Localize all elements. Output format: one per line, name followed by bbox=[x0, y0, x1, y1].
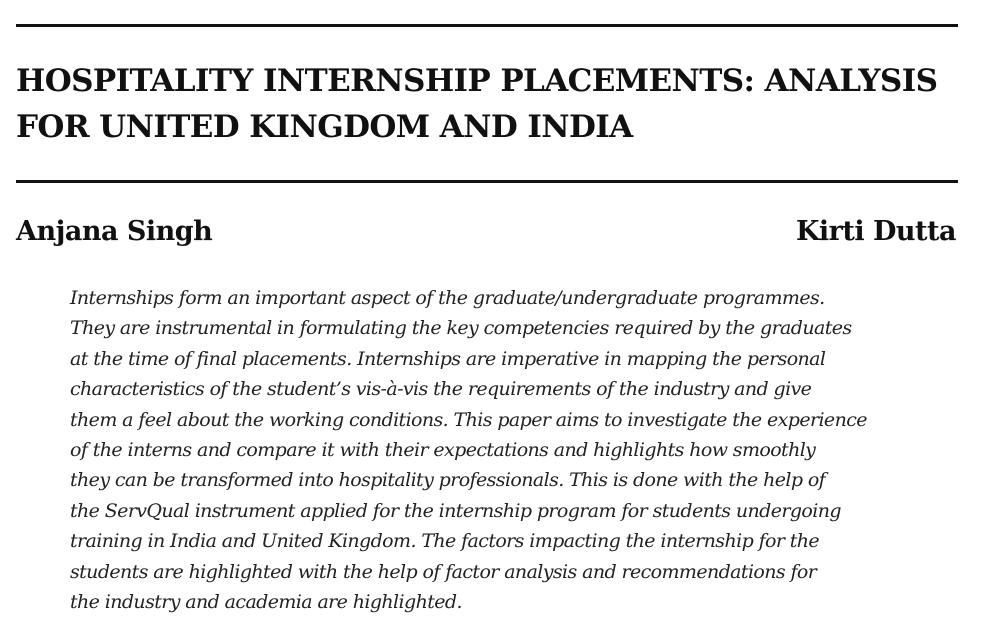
abstract-line: at the time of final placements. Internships are imperative in mapping the personal bbox=[70, 347, 826, 370]
abstract-line: of the interns and compare it with their expectations and highlights how smoothly bbox=[70, 439, 816, 462]
author-anjana-singh: Anjana Singh bbox=[16, 216, 213, 247]
abstract-line: they can be transformed into hospitality professionals. This is done with the help of bbox=[70, 469, 826, 492]
title-line-1: HOSPITALITY INTERNSHIP PLACEMENTS: ANALYSIS bbox=[16, 63, 938, 99]
abstract-line: the industry and academia are highlighted. bbox=[70, 591, 462, 614]
abstract-line: characteristics of the student’s vis-à-vis the requirements of the industry and give bbox=[70, 378, 812, 401]
title-line-2: FOR UNITED KINGDOM AND INDIA bbox=[16, 109, 633, 145]
abstract-line: Internships form an important aspect of the graduate/undergraduate programmes. bbox=[70, 287, 825, 309]
abstract-line: the ServQual instrument applied for the internship program for students undergoing bbox=[70, 499, 841, 522]
top-rule bbox=[16, 24, 958, 27]
bottom-rule bbox=[16, 180, 958, 183]
abstract-line: They are instrumental in formulating the key competencies required by the graduates bbox=[70, 317, 852, 340]
abstract bbox=[70, 283, 970, 617]
abstract-line: them a feel about the working conditions. This paper aims to investigate the experience bbox=[70, 408, 867, 431]
paper-title bbox=[16, 58, 976, 150]
abstract-line: students are highlighted with the help of factor analysis and recommendations for bbox=[70, 560, 817, 583]
abstract-line: training in India and United Kingdom. The factors impacting the internship for the bbox=[70, 530, 820, 553]
author-kirti-dutta: Kirti Dutta bbox=[795, 216, 956, 247]
